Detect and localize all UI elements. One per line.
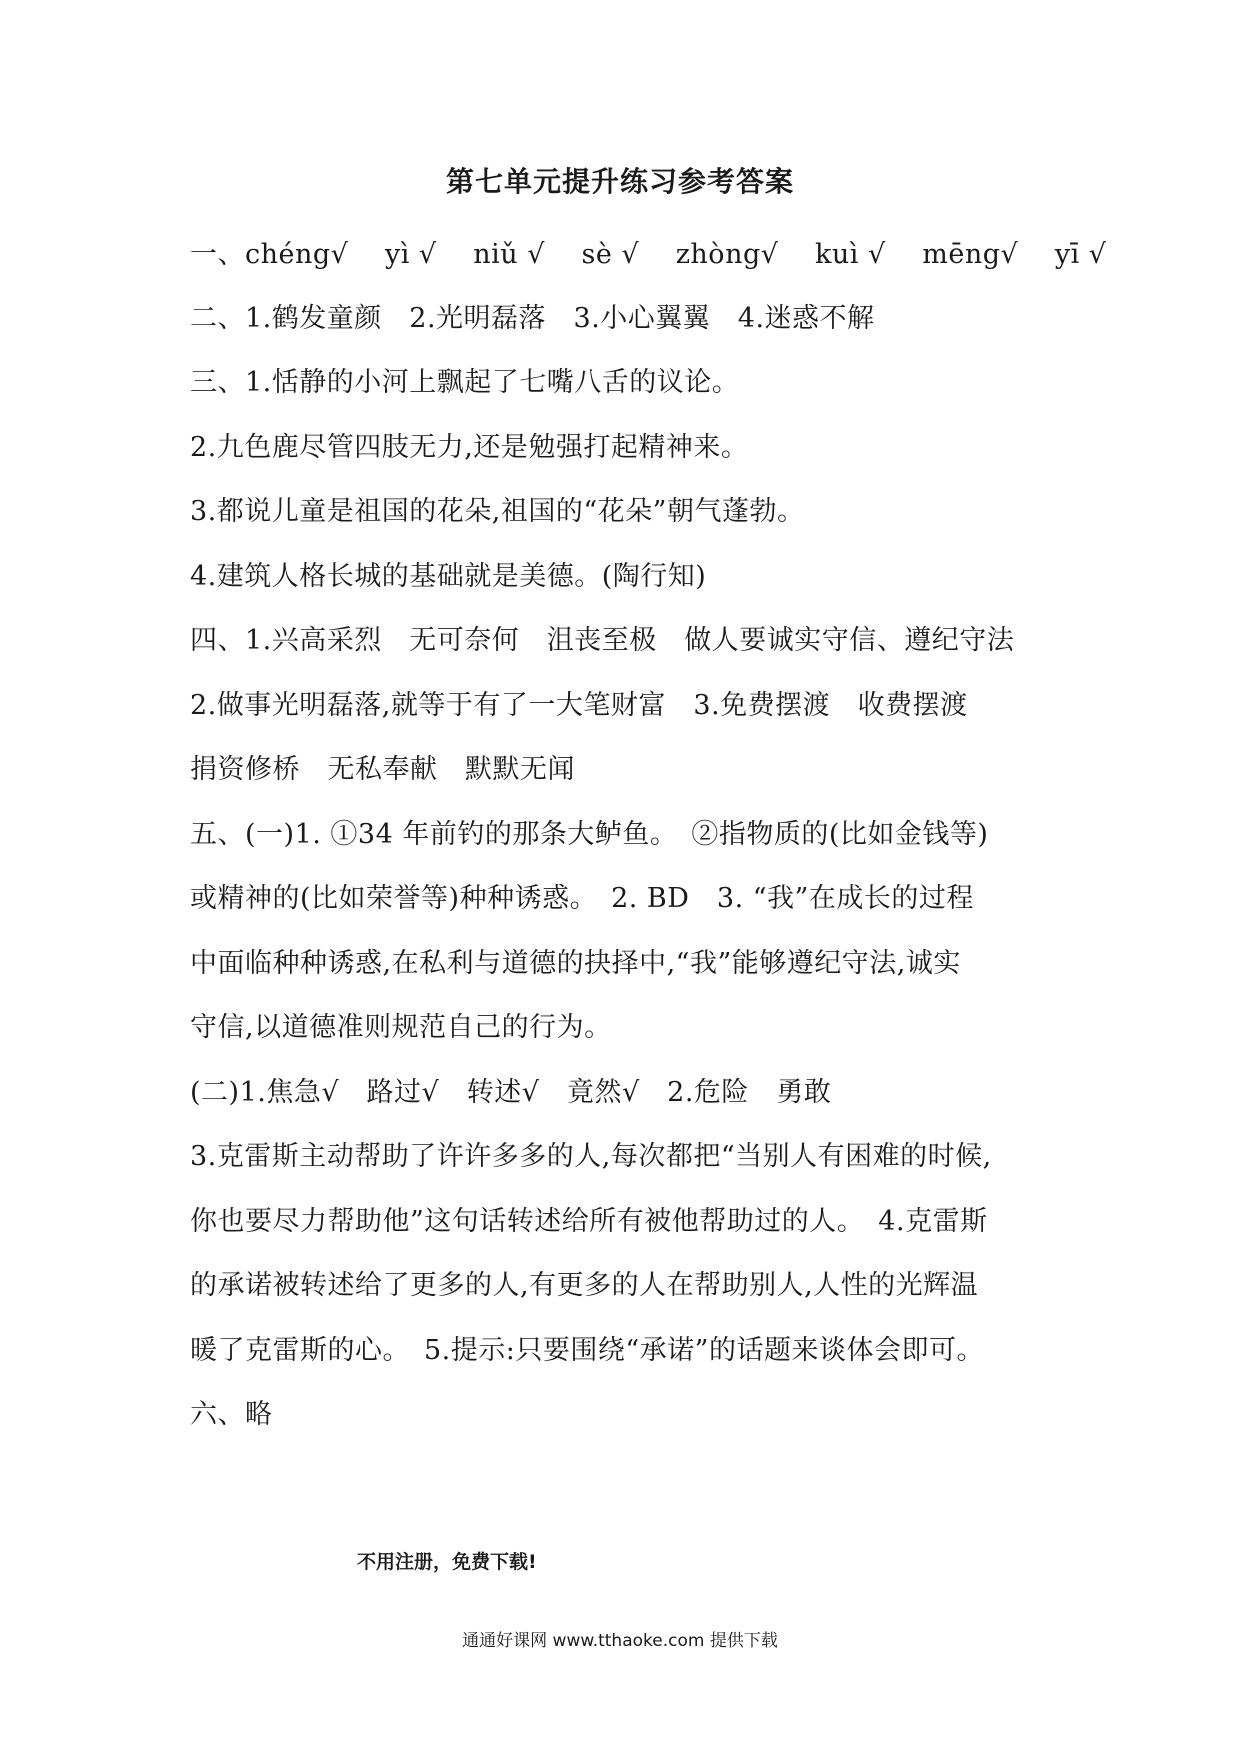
answer-line-17: 的承诺被转述给了更多的人,有更多的人在帮助别人,人性的光辉温 (190, 1270, 979, 1301)
answer-line-2: 二、1.鹤发童颜 2.光明磊落 3.小心翼翼 4.迷惑不解 (190, 303, 875, 334)
answer-line-7: 四、1.兴高采烈 无可奈何 沮丧至极 做人要诚实守信、遵纪守法 (190, 625, 1015, 656)
answer-line-16: 你也要尽力帮助他”这句话转述给所有被他帮助过的人。 4.克雷斯 (190, 1206, 988, 1237)
answer-line-8: 2.做事光明磊落,就等于有了一大笔财富 3.免费摆渡 收费摆渡 (190, 690, 968, 721)
answer-line-11: 或精神的(比如荣誉等)种种诱惑。 2. BD 3. “我”在成长的过程 (190, 883, 974, 914)
answer-line-9: 捐资修桥 无私奉献 默默无闻 (190, 754, 575, 785)
page-title: 第七单元提升练习参考答案 (445, 165, 794, 198)
answer-line-18: 暖了克雷斯的心。 5.提示:只要围绕“承诺”的话题来谈体会即可。 (190, 1335, 984, 1366)
answer-line-15: 3.克雷斯主动帮助了许许多多的人,每次都把“当别人有困难的时候, (190, 1141, 992, 1172)
answer-line-6: 4.建筑人格长城的基础就是美德。(陶行知) (190, 561, 707, 592)
answer-line-12: 中面临种种诱惑,在私利与道德的抉择中,“我”能够遵纪守法,诚实 (190, 948, 961, 979)
answer-line-4: 2.九色鹿尽管四肢无力,还是勉强打起精神来。 (190, 432, 749, 463)
footer-site: 通通好课网 www.tthaoke.com 提供下载 (462, 1631, 778, 1651)
answer-line-13: 守信,以道德准则规范自己的行为。 (190, 1012, 612, 1043)
answer-line-14: (二)1.焦急√ 路过√ 转述√ 竟然√ 2.危险 勇敢 (190, 1077, 832, 1108)
footer-note: 不用注册，免费下载! (357, 1551, 537, 1573)
answer-line-5: 3.都说儿童是祖国的花朵,祖国的“花朵”朝气蓬勃。 (190, 496, 805, 527)
answer-line-10: 五、(一)1. ①34 年前钓的那条大鲈鱼。 ②指物质的(比如金钱等) (190, 819, 989, 850)
answer-line-1: 一、chéng√ yì √ niǔ √ sè √ zhòng√ kuì √ mēng√ yī √ (190, 239, 1107, 270)
answer-line-19: 六、略 (190, 1399, 273, 1430)
answer-line-3: 三、1.恬静的小河上飘起了七嘴八舌的议论。 (190, 367, 740, 398)
